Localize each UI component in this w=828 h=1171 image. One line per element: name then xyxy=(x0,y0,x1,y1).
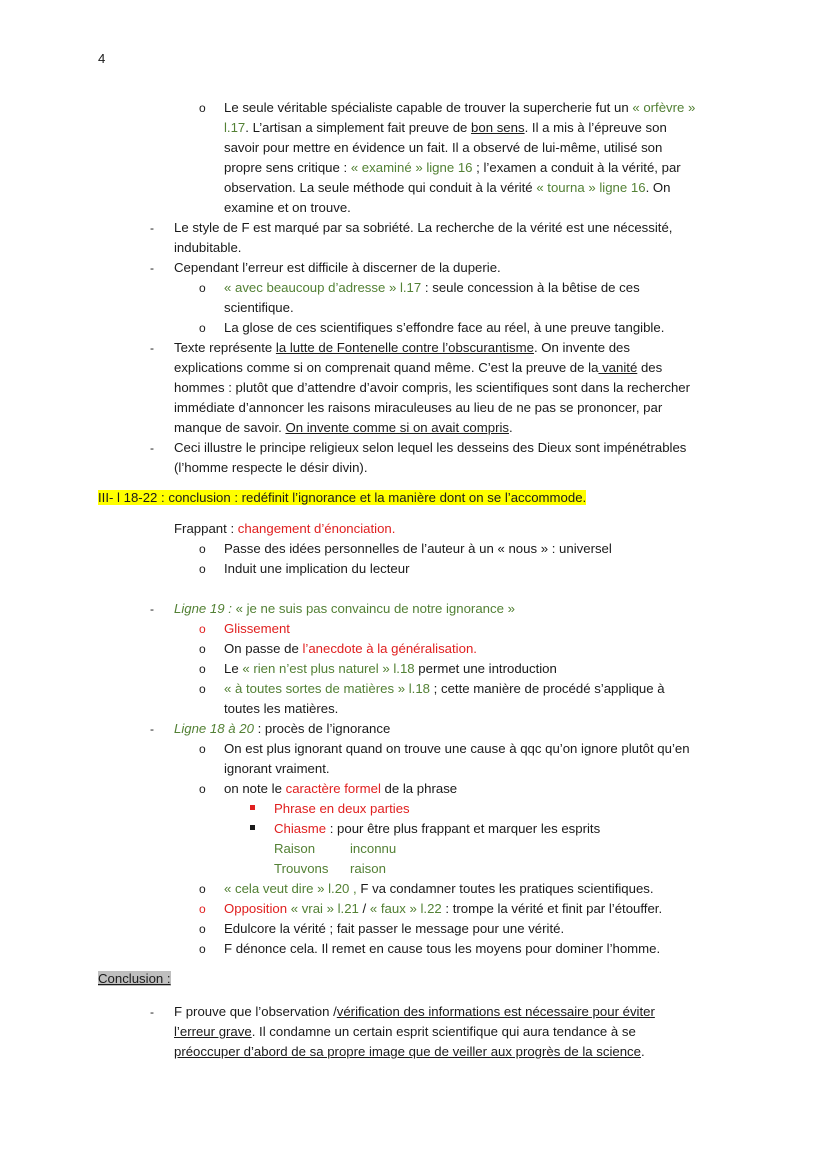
list-item: Cependant l’erreur est difficile à discerner de la duperie. xyxy=(174,260,501,275)
list-item-cont: l’erreur grave. Il condamne un certain esprit scientifique qui aura tendance à se xyxy=(174,1024,636,1039)
list-item: Glissement xyxy=(224,621,290,636)
list-item: Opposition « vrai » l.21 / « faux » l.22 : trompe la vérité et finit par l’étouffer. xyxy=(224,901,663,916)
dash-bullet-icon: - xyxy=(150,722,154,736)
circle-bullet-icon: o xyxy=(199,742,206,756)
page-number: 4 xyxy=(98,51,106,66)
circle-bullet-icon: o xyxy=(199,682,206,696)
conclusion-heading: Conclusion : xyxy=(98,971,171,986)
list-item-cont: observation. La seule méthode qui conduit à la vérité « tourna » ligne 16. On xyxy=(224,180,671,195)
list-item-cont: ignorant vraiment. xyxy=(224,761,330,776)
circle-bullet-icon: o xyxy=(199,542,206,556)
list-item-cont: propre sens critique : « examiné » ligne 16 ; l’examen a conduit à la vérité, par xyxy=(224,160,681,175)
dash-bullet-icon: - xyxy=(150,1005,154,1019)
dash-bullet-icon: - xyxy=(150,221,154,235)
list-item: Induit une implication du lecteur xyxy=(224,561,410,576)
dash-bullet-icon: - xyxy=(150,441,154,455)
square-bullet-icon xyxy=(250,825,255,830)
circle-bullet-icon: o xyxy=(199,562,206,576)
dash-bullet-icon: - xyxy=(150,341,154,355)
list-item: Le seule véritable spécialiste capable de trouver la supercherie fut un « orfèvre » xyxy=(224,100,696,115)
circle-bullet-icon: o xyxy=(199,902,206,916)
list-item: Ceci illustre le principe religieux selon lequel les desseins des Dieux sont impénétrables xyxy=(174,440,687,455)
section-heading: III- l 18-22 : conclusion : redéfinit l’ignorance et la manière dont on se l’accommode. xyxy=(98,490,587,505)
list-item-cont: examine et on trouve. xyxy=(224,200,351,215)
list-item: « avec beaucoup d’adresse » l.17 : seule concession à la bêtise de ces xyxy=(224,280,640,295)
list-item-cont: immédiate d’annoncer les raisons miraculeuses au lieu de ne pas se prononcer, par xyxy=(174,400,663,415)
list-item-cont: (l’homme respecte le désir divin). xyxy=(174,460,368,475)
list-item-cont: savoir pour mettre en évidence un fait. Il a observé de lui-même, utilisé son xyxy=(224,140,663,155)
circle-bullet-icon: o xyxy=(199,281,206,295)
list-item-cont: scientifique. xyxy=(224,300,294,315)
dash-bullet-icon: - xyxy=(150,602,154,616)
circle-bullet-icon: o xyxy=(199,922,206,936)
list-item: Ligne 18 à 20 : procès de l’ignorance xyxy=(174,721,391,736)
list-item: Le « rien n’est plus naturel » l.18 permet une introduction xyxy=(224,661,557,676)
list-item: On est plus ignorant quand on trouve une cause à qqc qu’on ignore plutôt qu’en xyxy=(224,741,690,756)
list-item-cont: toutes les matières. xyxy=(224,701,339,716)
list-item: on note le caractère formel de la phrase xyxy=(224,781,458,796)
list-item: On passe de l’anecdote à la généralisation. xyxy=(224,641,477,656)
chiasme-word: inconnu xyxy=(350,841,397,856)
list-item-cont: l.17. L’artisan a simplement fait preuve de bon sens. Il a mis à l’épreuve son xyxy=(224,120,667,135)
list-item-cont: explications comme si on comprenait quand même. C’est la preuve de la vanité des xyxy=(174,360,663,375)
circle-bullet-icon: o xyxy=(199,942,206,956)
square-bullet-icon xyxy=(250,805,255,810)
list-item: « cela veut dire » l.20 , F va condamner toutes les pratiques scientifiques. xyxy=(224,881,654,896)
list-item: Chiasme : pour être plus frappant et marquer les esprits xyxy=(274,821,601,836)
circle-bullet-icon: o xyxy=(199,321,206,335)
circle-bullet-icon: o xyxy=(199,642,206,656)
circle-bullet-icon: o xyxy=(199,882,206,896)
chiasme-word: Raison xyxy=(274,841,316,856)
list-item: Passe des idées personnelles de l’auteur à un « nous » : universel xyxy=(224,541,612,556)
circle-bullet-icon: o xyxy=(199,622,206,636)
frappant-line: Frappant : changement d’énonciation. xyxy=(174,521,396,536)
list-item: « à toutes sortes de matières » l.18 ; cette manière de procédé s’applique à xyxy=(224,681,665,696)
list-item: Phrase en deux parties xyxy=(274,801,410,816)
list-item: La glose de ces scientifiques s’effondre face au réel, à une preuve tangible. xyxy=(224,320,665,335)
dash-bullet-icon: - xyxy=(150,261,154,275)
list-item: Edulcore la vérité ; fait passer le message pour une vérité. xyxy=(224,921,565,936)
circle-bullet-icon: o xyxy=(199,101,206,115)
circle-bullet-icon: o xyxy=(199,662,206,676)
list-item: Le style de F est marqué par sa sobriété. La recherche de la vérité est une nécessité, xyxy=(174,220,673,235)
list-item: Texte représente la lutte de Fontenelle contre l’obscurantisme. On invente des xyxy=(174,340,630,355)
circle-bullet-icon: o xyxy=(199,782,206,796)
list-item: F prouve que l’observation /vérification des informations est nécessaire pour éviter xyxy=(174,1004,655,1019)
list-item: F dénonce cela. Il remet en cause tous les moyens pour dominer l’homme. xyxy=(224,941,661,956)
list-item-cont: préoccuper d’abord de sa propre image que de veiller aux progrès de la science. xyxy=(174,1044,645,1059)
chiasme-word: raison xyxy=(350,861,386,876)
list-item: Ligne 19 : « je ne suis pas convaincu de notre ignorance » xyxy=(174,601,515,616)
chiasme-word: Trouvons xyxy=(274,861,329,876)
list-item-cont: indubitable. xyxy=(174,240,242,255)
list-item-cont: hommes : plutôt que d’attendre d’avoir compris, les scientifiques sont dans la rechercher xyxy=(174,380,691,395)
list-item-cont: manque de savoir. On invente comme si on avait compris. xyxy=(174,420,513,435)
